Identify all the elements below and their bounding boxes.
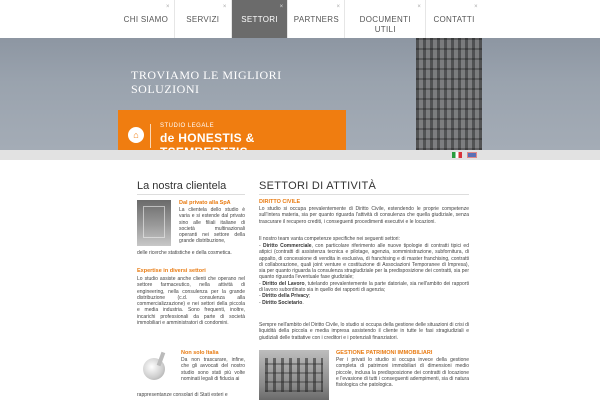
nav-plus-icon: × (279, 4, 284, 10)
nav-plus-icon: × (222, 4, 227, 10)
nav-label: DOCUMENTI UTILI (359, 15, 411, 34)
settori-list (259, 243, 469, 306)
nav-label: SETTORI (241, 15, 278, 24)
italian-flag-icon[interactable] (452, 152, 462, 158)
list-item: - Diritto del Lavoro, tutelando prevalentemente la parte datoriale, sia nell'ambito dei rapporti di lavoro subordinato sia in quello dei rapporti di agenzia; (259, 280, 469, 294)
language-switcher (452, 152, 477, 158)
interior-photo (137, 200, 171, 246)
list-item-name: Diritto del Lavoro (262, 280, 305, 287)
nav-label: CONTATTI (433, 15, 475, 24)
list-item-desc: , con particolare riferimento alle nuove tipologie di contratti tipici ed atipici (contratti di assistenza tecnica e pilotage, agenzia, somministrazione, subfornitura, di appalto, di concessione di vendita in esclusiva, di franchising e di master franchising, contratti di collaborazione, quali joint venture e costituzione di Associazioni Temporanee di Impresa), sia per quanto riguarda la consulenza stragiudiziale per la predisposizione dei contratti, sia per quanto riguarda l'eventuale fase giudiziale; (259, 243, 469, 281)
section-text: Lo studio si occupa prevalentemente di Diritto Civile, estendendo le proprie competenze sull'intera materia, sia per quanto riguarda l'attività di consulenza che quella giudiziale, senza trascurare il recupero crediti, i conseguenti procedimenti esecutivi e le locazioni. (259, 206, 469, 225)
list-item: - Diritto Commerciale, con particolare riferimento alle nuove tipologie di contratti tipici ed atipici (contratti di assistenza tecnica e pilotage, agenzia, somministrazione, subfornitura, di appalto, di concessione di vendita in esclusiva, di franchising e di master franchising, contratti di collaborazione, quali joint venture e costituzione di Associazioni Temporanee di Impresa), sia per quanto riguarda la consulenza stragiudiziale per la predisposizione dei contratti, sia per quanto riguarda l'eventuale fase giudiziale; (259, 243, 469, 281)
globe-photo (141, 352, 169, 382)
closing-text: Sempre nell'ambito del Diritto Civile, lo studio si occupa della gestione delle situazioni di crisi di liquidità della piccola e media impresa assistendo il cliente in tutte le fasi stragiudiziali e giudiziali delle trattative con i creditori e i potenziali finanziatori. (259, 322, 469, 341)
section-heading: DIRITTO CIVILE (259, 199, 301, 205)
brand-subtitle: STUDIO LEGALE (160, 123, 215, 129)
nav-label: SERVIZI (186, 15, 220, 24)
divider (137, 194, 245, 195)
language-strip (0, 150, 600, 160)
hero-headline (131, 68, 282, 96)
divider (259, 194, 469, 195)
nav-plus-icon: × (417, 4, 422, 10)
nav-plus-icon: × (166, 4, 170, 10)
list-item: - Diritto Societario. (259, 299, 304, 306)
list-item: - Diritto della Privacy; (259, 293, 311, 300)
hero-headline-line2: SOLUZIONI (131, 82, 200, 96)
hero-building-shade (416, 38, 482, 150)
block-text: La clientela dello studio è varia e si estende dal privato sino alle filiali italiane di società multinazionali operanti nei settore della grande distribuzione, (179, 207, 245, 245)
hero-headline-line1: TROVIAMO LE MIGLIORI (131, 68, 282, 82)
block-heading: Non solo Italia (181, 350, 219, 356)
block-text: Da non trascurare, infine, che gli avvocati del nostro studio sono stati più volte nominati legali di fiducia ai (181, 357, 245, 382)
list-item-name: Diritto della Privacy (262, 293, 309, 300)
brand-name: de HONESTIS & (160, 131, 255, 145)
building-photo (259, 350, 329, 400)
brand-divider (150, 124, 151, 148)
block-text: Lo studio assiste anche clienti che operano nel settore farmaceutico, nella attività di engineering, nella consulenza per la grande distribuzione (c.d. consulenza alla commercializzazione) e nei settori della piccola e media industria. Sono frequenti, inoltre, incarichi professionali da parte di società immobiliari e amministratori di condomini. (137, 276, 245, 327)
block-heading: Dal privato alla SpA (179, 200, 231, 206)
list-item-desc: ; (308, 293, 311, 300)
settori-title: SETTORI DI ATTIVITÀ (259, 180, 377, 192)
nav-plus-icon: × (474, 4, 478, 10)
clientela-title: La nostra clientela (137, 180, 227, 192)
section-heading: GESTIONE PATRIMONI IMMOBILIARI (336, 350, 433, 356)
section-text: Per i privati lo studio si occupa invece della gestione completa di patrimoni immobiliari di dimensioni medio piccole, inclusa la predisposizione dei contratti di locazione e l'evasione di tutti i conseguenti adempimenti, sia di natura fisiologica che patologica. (336, 357, 469, 389)
list-item-name: Diritto Commerciale (263, 243, 312, 249)
nav-label: PARTNERS (293, 15, 340, 24)
team-intro: Il nostro team vanta competenze specifiche nei seguenti settori: (259, 236, 400, 242)
list-item-desc: . (302, 299, 304, 306)
english-flag-icon[interactable] (467, 152, 477, 158)
nav-label: CHI SIAMO (123, 15, 169, 24)
list-item-desc: , tutelando prevalentemente la parte datoriale, sia nell'ambito dei rapporti di lavoro subordinato sia in quello dei rapporti di agenzia; (259, 280, 469, 294)
nav-plus-icon: × (336, 4, 341, 10)
block-heading: Expertise in diversi settori (137, 268, 206, 274)
list-item-name: Diritto Societario (262, 299, 303, 306)
block-text-cont: rappresentanze consolari di Stati esteri e (137, 392, 228, 398)
block-text-cont: delle ricerche statistiche e della cosmetica. (137, 250, 232, 256)
home-icon: ⌂ (128, 127, 144, 143)
